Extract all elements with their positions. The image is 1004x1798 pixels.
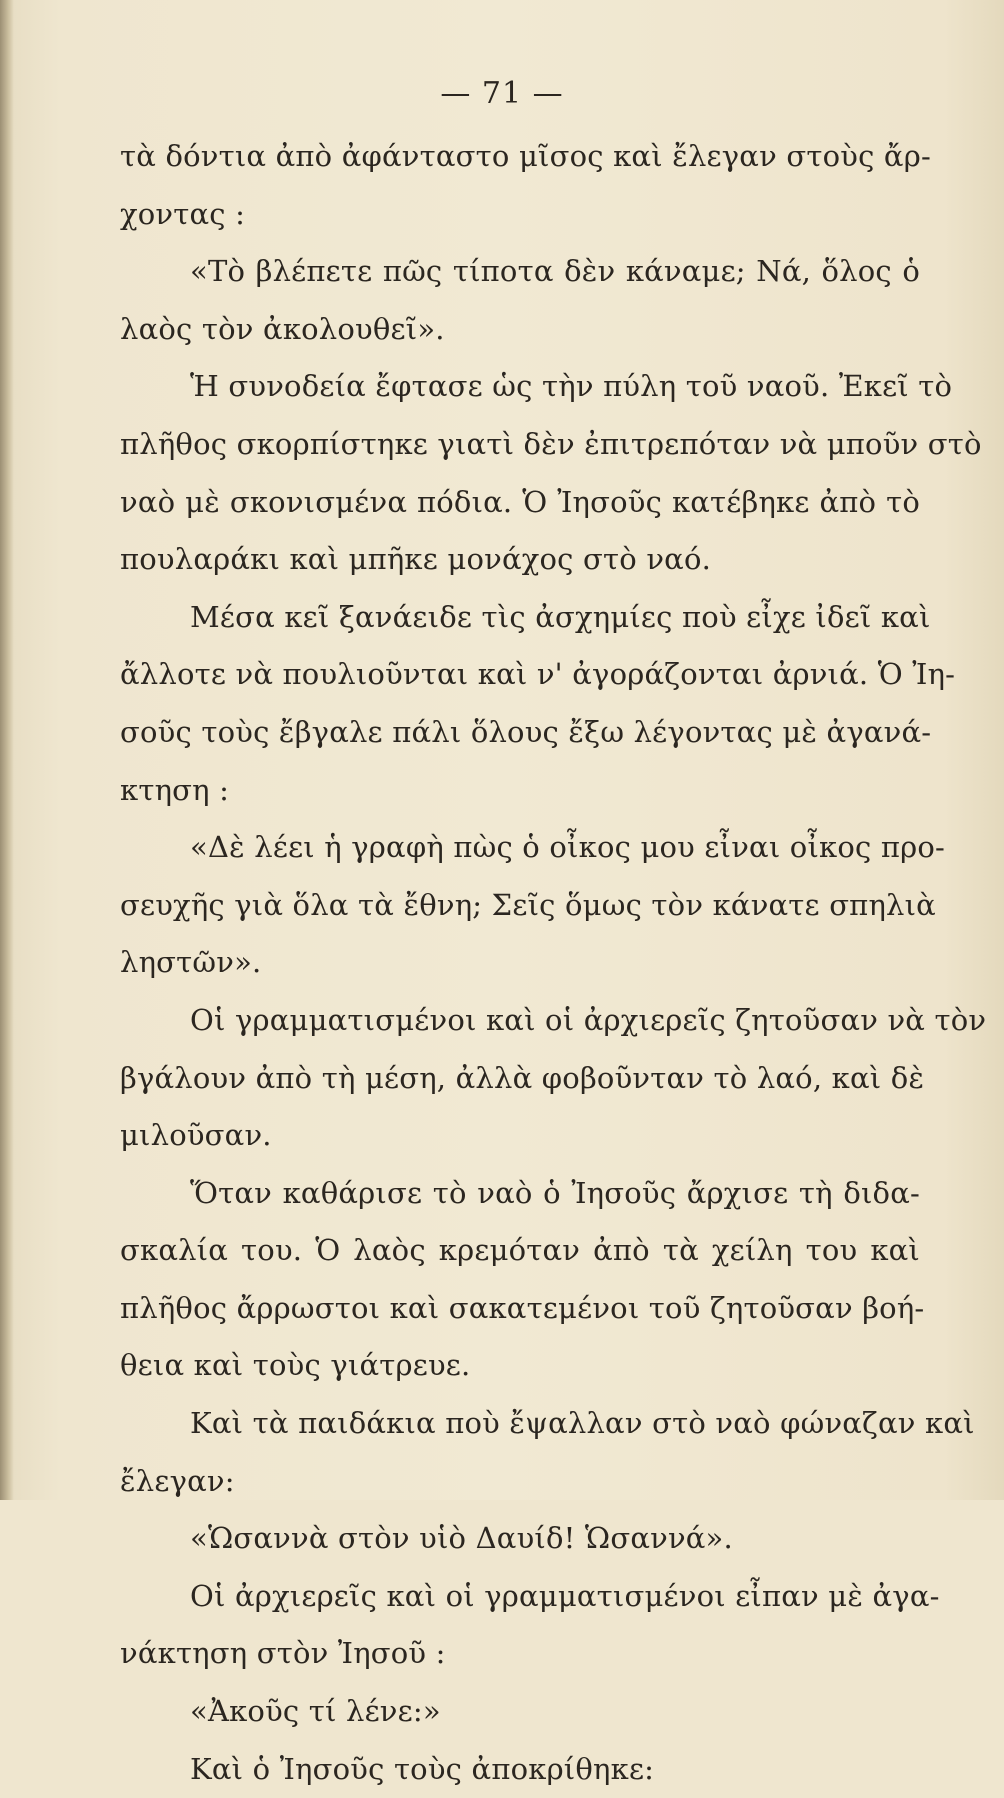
text-line: «Δὲ λέει ἡ γραφὴ πὼς ὁ οἶκος μου εἶναι οἶκος προ- [190, 830, 946, 865]
text-line: «Ἀκοῦς τί λένε:» [190, 1694, 441, 1729]
text-line: θεια καὶ τοὺς γιάτρευε. [120, 1348, 471, 1383]
text-line: «Τὸ βλέπετε πῶς τίποτα δὲν κάναμε; Νά, ὅλος ὁ [190, 254, 920, 289]
page-binding-edge [0, 0, 14, 1500]
text-line: σευχῆς γιὰ ὅλα τὰ ἔθνη; Σεῖς ὅμως τὸν κάνατε σπηλιὰ [120, 887, 936, 922]
text-line: πλῆθος ἄρρωστοι καὶ σακατεμένοι τοῦ ζητοῦσαν βοή- [120, 1290, 925, 1325]
text-line: «Ὡσαννὰ στὸν υἱὸ Δαυίδ! Ὡσαννά». [190, 1521, 733, 1556]
text-line: μιλοῦσαν. [120, 1118, 272, 1153]
text-line: ἔλεγαν: [120, 1463, 235, 1498]
text-line: ληστῶν». [120, 945, 262, 980]
text-line: λαὸς τὸν ἀκολουθεῖ». [120, 311, 445, 346]
text-line: Οἱ ἀρχιερεῖς καὶ οἱ γραμματισμένοι εἶπαν μὲ ἀγα- [190, 1578, 940, 1613]
text-line: πουλαράκι καὶ μπῆκε μονάχος στὸ ναό. [120, 542, 712, 577]
text-line: Καὶ ὁ Ἰησοῦς τοὺς ἀποκρίθηκε: [190, 1751, 655, 1786]
text-line: Μέσα κεῖ ξανάειδε τὶς ἀσχημίες ποὺ εἶχε ἰδεῖ καὶ [190, 599, 931, 634]
text-line: Καὶ τὰ παιδάκια ποὺ ἔψαλλαν στὸ ναὸ φώναζαν καὶ [190, 1406, 975, 1441]
text-line: Οἱ γραμματισμένοι καὶ οἱ ἀρχιερεῖς ζητοῦσαν νὰ τὸν [190, 1002, 987, 1037]
text-line: πλῆθος σκορπίστηκε γιατὶ δὲν ἐπιτρεπόταν νὰ μποῦν στὸ [120, 426, 982, 461]
text-line: κτηση : [120, 772, 230, 807]
text-line: Ὅταν καθάρισε τὸ ναὸ ὁ Ἰησοῦς ἄρχισε τὴ διδα- [190, 1175, 920, 1210]
text-line: Ἡ συνοδεία ἔφτασε ὡς τὴν πύλη τοῦ ναοῦ. Ἐκεῖ τὸ [190, 369, 953, 404]
text-line: ἄλλοτε νὰ πουλιοῦνται καὶ ν' ἀγοράζονται ἀρνιά. Ὁ Ἰη- [120, 657, 956, 692]
page-number: — 71 — [440, 76, 564, 111]
text-line: βγάλουν ἀπὸ τὴ μέση, ἀλλὰ φοβοῦνταν τὸ λαό, καὶ δὲ [120, 1060, 925, 1095]
text-line: νάκτηση στὸν Ἰησοῦ : [120, 1636, 446, 1671]
text-line: ναὸ μὲ σκονισμένα πόδια. Ὁ Ἰησοῦς κατέβηκε ἀπὸ τὸ [120, 484, 920, 519]
text-line: σοῦς τοὺς ἔβγαλε πάλι ὅλους ἔξω λέγοντας μὲ ἀγανά- [120, 714, 932, 749]
text-line: χοντας : [120, 196, 246, 231]
text-line: σκαλία του. Ὁ λαὸς κρεμόταν ἀπὸ τὰ χείλη του καὶ [120, 1233, 920, 1268]
text-line: τὰ δόντια ἀπὸ ἀφάνταστο μῖσος καὶ ἔλεγαν στοὺς ἄρ- [120, 139, 931, 173]
body-text [120, 128, 987, 1798]
